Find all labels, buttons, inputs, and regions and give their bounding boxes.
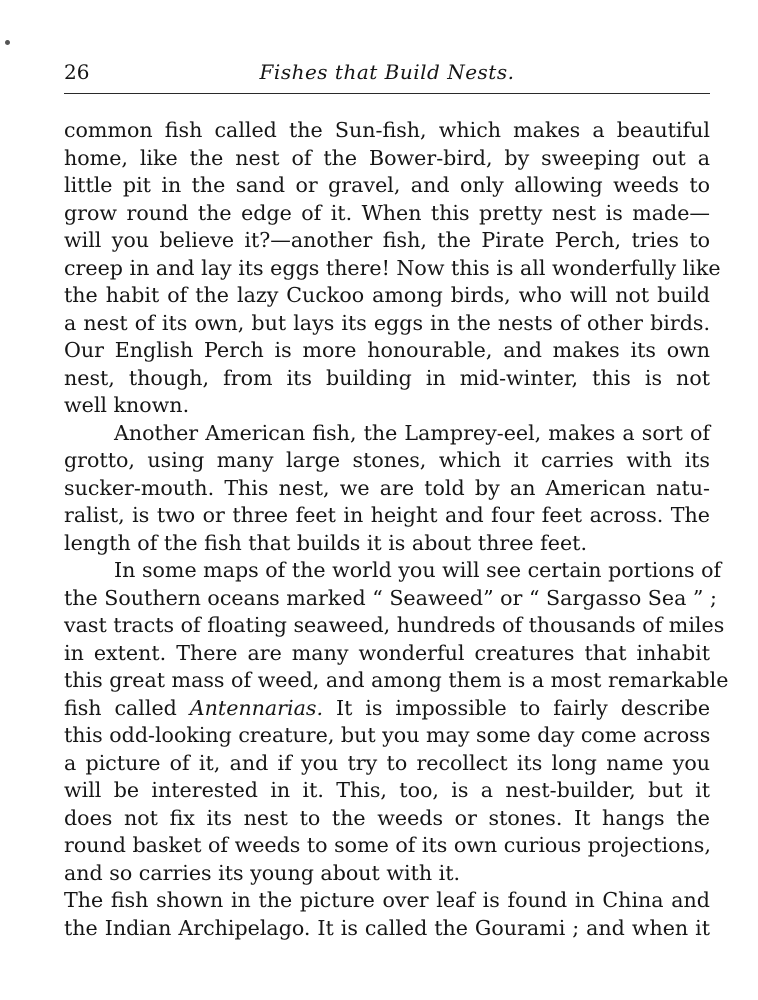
text-line: In some maps of the world you will see certain portions of	[114, 558, 722, 582]
text-line: this great mass of weed, and among them is a most remarkable	[64, 668, 729, 692]
running-title: Fishes that Build Nests.	[259, 60, 515, 84]
text-line: grow round the edge of it. When this pretty nest is made—	[64, 200, 710, 225]
body-text	[64, 117, 729, 942]
text-line: well known.	[64, 393, 190, 417]
paragraph-gourami	[64, 887, 710, 942]
page-number: 26	[64, 60, 90, 84]
text-line: length of the fish that builds it is about three feet.	[64, 530, 587, 555]
text-line: The fish shown in the picture over leaf is found in China and	[64, 888, 710, 912]
text-line: little pit in the sand or gravel, and only allowing weeds to	[64, 173, 710, 197]
text-line: the habit of the lazy Cuckoo among birds, who will not build	[64, 283, 710, 307]
text-line: will be interested in it. This, too, is a nest-builder, but it	[64, 778, 710, 802]
text-line: home, like the nest of the Bower-bird, by sweeping out a	[64, 145, 710, 170]
text-line: the Southern oceans marked “ Seaweed” or “ Sargasso Sea ” ;	[64, 585, 717, 610]
text-line: and so carries its young about with it.	[64, 860, 461, 885]
text-line: Another American fish, the Lamprey-eel, makes a sort of	[114, 420, 710, 445]
text-run: It is impossible to fairly describe	[323, 695, 711, 720]
paragraph-lamprey	[64, 420, 710, 558]
text-line: this odd-looking creature, but you may some day come across	[64, 723, 711, 747]
text-line: common fish called the Sun-fish, which makes a beautiful	[64, 118, 710, 142]
text-line: will you believe it?—another fish, the Pirate Perch, tries to	[64, 228, 710, 252]
header-rule	[64, 93, 710, 94]
text-line-with-italic	[64, 695, 710, 723]
text-line: does not fix its nest to the weeds or stones. It hangs the	[64, 805, 710, 830]
page-header	[64, 58, 710, 86]
text-line: vast tracts of floating seaweed, hundreds of thousands of miles	[64, 613, 725, 637]
text-line: a nest of its own, but lays its eggs in the nests of other birds.	[64, 310, 710, 335]
text-line: a picture of it, and if you try to recollect its long name you	[64, 750, 710, 775]
text-line: grotto, using many large stones, which it carries with its	[64, 448, 710, 472]
text-line: round basket of weeds to some of its own curious projections,	[64, 833, 711, 857]
paragraph-sunfish	[64, 117, 721, 420]
text-line: creep in and lay its eggs there! Now this is all wonderfully like	[64, 255, 721, 280]
text-line: Our English Perch is more honourable, and makes its own	[64, 338, 710, 362]
text-line: ralist, is two or three feet in height and four feet across. The	[64, 503, 710, 527]
text-line: nest, though, from its building in mid-winter, this is not	[64, 365, 710, 390]
italic-species-name: Antennarias.	[189, 695, 324, 720]
text-run: fish called	[64, 695, 190, 720]
text-line: the Indian Archipelago. It is called the Gourami ; and when it	[64, 915, 710, 940]
text-line: in extent. There are many wonderful creatures that inhabit	[64, 640, 710, 665]
text-line: sucker-mouth. This nest, we are told by an American natu-	[64, 475, 710, 500]
ink-speck	[5, 40, 10, 45]
paragraph-sargasso	[64, 557, 729, 887]
